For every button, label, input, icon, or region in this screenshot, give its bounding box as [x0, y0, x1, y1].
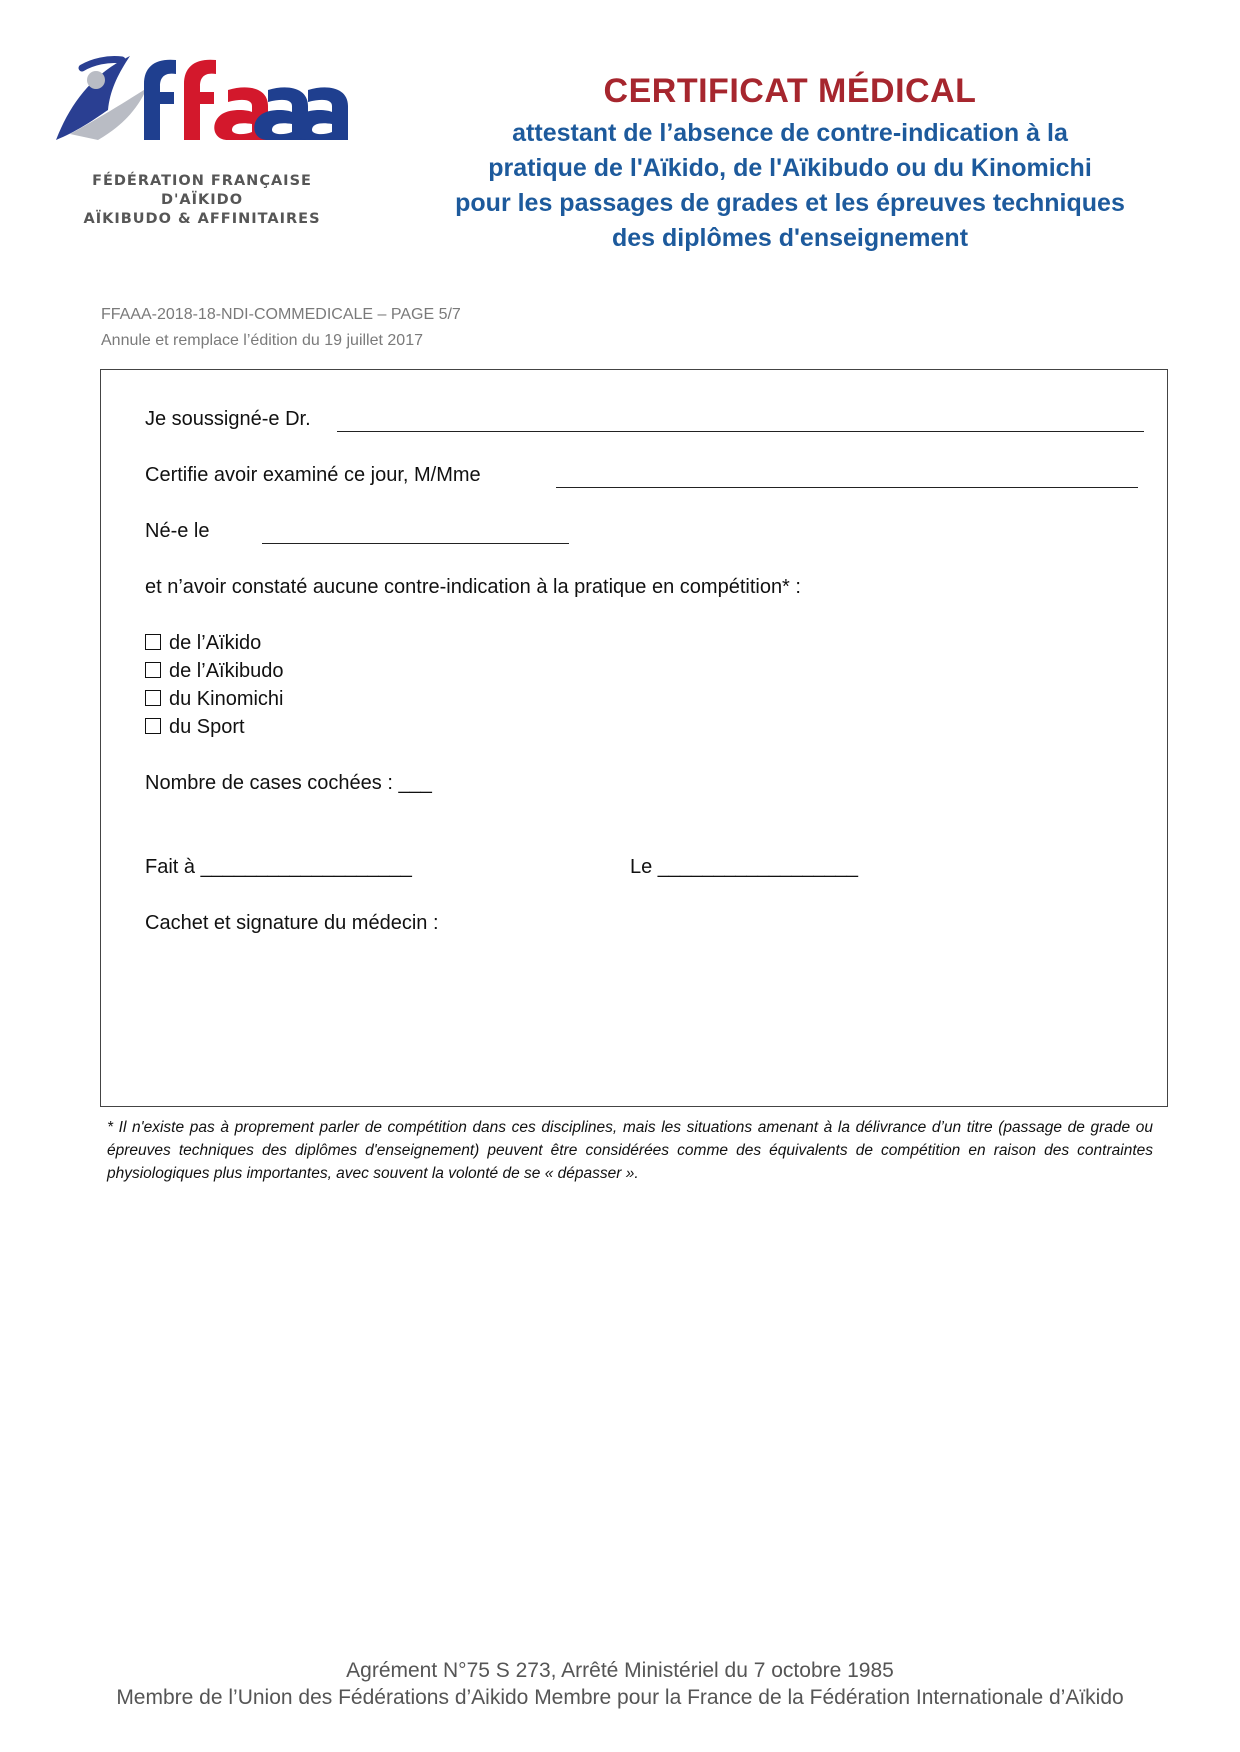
footnote: * Il n'existe pas à proprement parler de compétition dans ces disciplines, mais les situations amenant à la délivrance d’un titre (passage de grade ou épreuves techniques des diplômes d'enseignement) peuvent être considérées comme des équivalents de compétition en raison des contraintes physiologiques plus importantes, avec souvent la volonté de se « dépasser ». — [107, 1119, 1153, 1182]
checkbox[interactable] — [145, 690, 161, 706]
date-field[interactable]: Le __________________ — [630, 856, 859, 878]
ffaaa-logo — [52, 44, 352, 227]
option-aikido[interactable] — [145, 632, 261, 655]
checkbox[interactable] — [145, 718, 161, 734]
option-label: de l’Aïkibudo — [169, 660, 284, 682]
page-subtitle — [430, 116, 1150, 256]
option-label: du Sport — [169, 716, 245, 738]
checkbox[interactable] — [145, 662, 161, 678]
option-sport[interactable] — [145, 716, 245, 739]
document-code: FFAAA-2018-18-NDI-COMMEDICALE – PAGE 5/7 — [101, 306, 461, 323]
logo-federation-line2: AÏKIBUDO & AFFINITAIRES — [83, 211, 321, 227]
document-replaces-note: Annule et remplace l’édition du 19 juillet 2017 — [101, 332, 423, 349]
patient-name-field[interactable] — [556, 487, 1138, 488]
option-label: du Kinomichi — [169, 688, 284, 710]
doctor-name-field[interactable] — [337, 431, 1144, 432]
option-kinomichi[interactable] — [145, 688, 284, 711]
checked-count-field[interactable]: Nombre de cases cochées : ___ — [145, 772, 432, 794]
logo-federation-line1: FÉDÉRATION FRANÇAISE D'AÏKIDO — [92, 173, 312, 208]
signature-label: Cachet et signature du médecin : — [145, 912, 439, 934]
option-label: de l’Aïkido — [169, 632, 262, 654]
subtitle-line: pratique de l'Aïkido, de l'Aïkibudo ou du Kinomichi — [488, 154, 1092, 182]
doctor-label: Je soussigné-e Dr. — [145, 408, 311, 430]
birth-date-field[interactable] — [262, 543, 569, 544]
checkbox[interactable] — [145, 634, 161, 650]
footer-approval: Agrément N°75 S 273, Arrêté Ministériel du 7 octobre 1985 — [346, 1659, 894, 1682]
place-field[interactable]: Fait à ___________________ — [145, 856, 412, 878]
document-reference — [101, 302, 461, 354]
ffaaa-logo-mark — [52, 44, 352, 164]
no-contraindication-statement: et n’avoir constaté aucune contre-indication à la pratique en compétition* : — [145, 576, 801, 598]
option-aikibudo[interactable] — [145, 660, 284, 683]
header — [430, 70, 1150, 256]
subtitle-line: des diplômes d'enseignement — [611, 224, 969, 252]
page-title: CERTIFICAT MÉDICAL — [603, 72, 977, 110]
examined-label: Certifie avoir examiné ce jour, M/Mme — [145, 464, 481, 486]
footer-membership: Membre de l’Union des Fédérations d’Aikido Membre pour la France de la Fédération Internationale d’Aïkido — [116, 1686, 1124, 1709]
birth-date-label: Né-e le — [145, 520, 210, 542]
subtitle-line: pour les passages de grades et les épreuves techniques — [455, 189, 1125, 217]
subtitle-line: attestant de l’absence de contre-indication à la — [512, 119, 1068, 147]
logo-federation-name — [52, 172, 352, 229]
